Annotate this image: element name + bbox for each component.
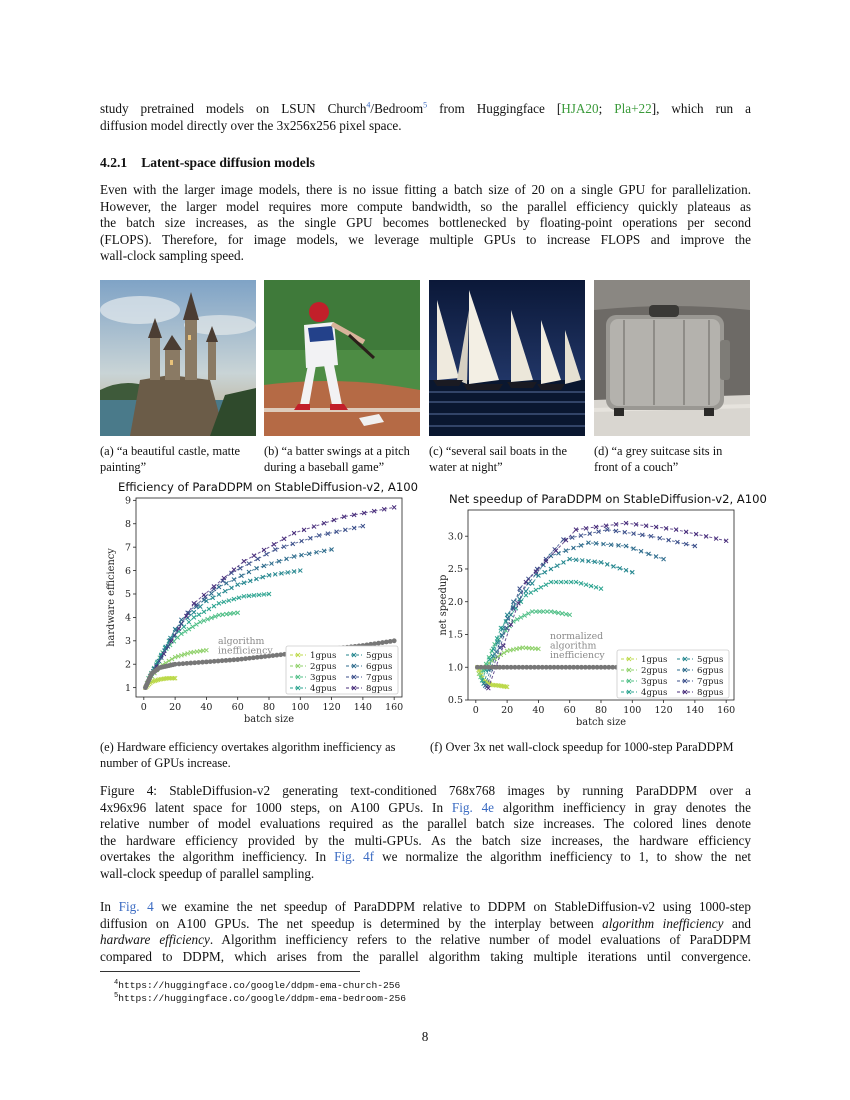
caption-text: 4x96x96 latent space for 1000 steps, on A100 GPUs. In	[100, 799, 452, 815]
caption-line: (c) “several sail boats in the	[429, 444, 567, 458]
data-point	[523, 613, 527, 617]
figure-caption	[100, 783, 751, 883]
legend-label: 6gpus	[697, 666, 724, 676]
x-tick-label: 0	[140, 702, 147, 713]
x-tick-label: 140	[353, 702, 372, 713]
legend-label: 5gpus	[366, 651, 393, 661]
footnote-url-bedroom[interactable]: https://huggingface.co/google/ddpm-ema-bedroom-256	[118, 993, 407, 1005]
data-point	[239, 574, 243, 578]
data-point	[242, 559, 246, 563]
x-tick-label: 160	[385, 702, 404, 713]
x-tick-label: 160	[717, 705, 736, 716]
y-tick-label: 3.0	[447, 531, 463, 543]
net-speedup-chart	[430, 506, 740, 732]
data-point	[282, 537, 286, 541]
data-point	[529, 591, 533, 595]
caption-text: we normalize the algorithm inefficiency to 1, to show the net	[374, 849, 751, 865]
caption-line: relative number of model evaluations required as the parallel batch size increases. The colored lines denote	[100, 816, 751, 832]
data-point	[361, 524, 365, 528]
figure-ref-4e[interactable]: Fig. 4e	[451, 799, 495, 815]
data-point	[392, 505, 396, 509]
data-point	[524, 589, 528, 593]
subcaption-f: (f) Over 3x net wall-clock speedup for 1000-step ParaDDPM	[430, 740, 734, 754]
data-point	[223, 589, 227, 593]
data-point	[198, 605, 202, 609]
y-axis-label: hardware efficiency	[106, 548, 117, 647]
intro-line-2: diffusion model directly over the 3x256x256 pixel space.	[100, 117, 402, 133]
y-tick-label: 2.0	[447, 596, 463, 608]
caption-line	[100, 849, 751, 866]
paragraph-line	[100, 932, 751, 949]
y-tick-label: 1.0	[447, 662, 463, 674]
intro-line-1	[100, 101, 751, 118]
castle-image	[100, 280, 256, 436]
data-point	[202, 593, 206, 597]
y-tick-label: 4	[124, 612, 131, 624]
citation-link-pla22[interactable]: Pla+22	[614, 101, 652, 116]
caption-text: overtakes the algorithm inefficiency. In	[100, 849, 335, 865]
data-point	[530, 581, 534, 585]
paragraph-text: we examine the net speedup of ParaDDPM relative to DDPM on StableDiffusion-v2 using 1000-step	[153, 899, 751, 914]
intro-text: ], which run a	[651, 101, 751, 116]
data-point	[519, 615, 523, 619]
data-point	[192, 615, 196, 619]
annotation-text: inefficiency	[218, 645, 273, 657]
paragraph-line: Even with the larger image models, there is no issue fitting a batch size of 20 on a single GPU for parallelization.	[100, 182, 751, 197]
data-point	[238, 566, 242, 570]
body-paragraph-1	[100, 182, 751, 265]
data-point	[183, 629, 187, 633]
page-number: 8	[421, 1029, 429, 1044]
data-point	[197, 613, 201, 617]
paragraph-text: In	[100, 899, 119, 914]
figure-ref-4f[interactable]: Fig. 4f	[334, 849, 375, 865]
legend-label: 7gpus	[366, 673, 393, 683]
y-tick-label: 6	[124, 565, 131, 577]
annotation-text: inefficiency	[550, 650, 605, 661]
caption-text: algorithm inefficiency in gray denotes the	[494, 799, 752, 815]
intro-paragraph	[100, 101, 751, 134]
subcaption-e	[100, 740, 430, 771]
annotation-text: algorithm	[550, 640, 597, 652]
y-tick-label: 1	[124, 682, 131, 694]
data-point	[212, 604, 216, 608]
legend-label: 1gpus	[310, 651, 337, 661]
series-line	[156, 507, 394, 666]
data-point	[543, 570, 547, 574]
x-tick-label: 40	[532, 705, 545, 716]
data-point	[191, 625, 195, 629]
paragraph-text: diffusion on A100 GPUs. The net speedup is determined by the interplay between	[100, 915, 603, 931]
data-point	[211, 596, 215, 600]
chart-f-title: Net speedup of ParaDDPM on StableDiffusion-v2, A100	[449, 492, 767, 506]
data-point	[224, 581, 228, 585]
emphasis-text: algorithm inefficiency	[602, 915, 724, 931]
legend-label: 8gpus	[697, 688, 724, 698]
legend-label: 2gpus	[310, 662, 337, 672]
caption-line: painting”	[100, 459, 147, 474]
x-tick-label: 60	[231, 702, 244, 713]
legend-label: 8gpus	[366, 684, 393, 694]
data-point	[256, 557, 260, 561]
data-point	[599, 587, 603, 591]
caption-a	[100, 444, 260, 475]
x-tick-label: 100	[291, 702, 310, 713]
x-axis-label: batch size	[575, 717, 627, 728]
legend-label: 6gpus	[366, 662, 393, 672]
intro-text: /Bedroom	[370, 101, 424, 116]
footnote-number: 5	[114, 992, 119, 1000]
data-point	[554, 549, 558, 553]
caption-c	[429, 444, 589, 475]
x-tick-label: 60	[563, 705, 576, 716]
paragraph-line	[100, 899, 751, 916]
caption-line: number of GPUs increase.	[100, 755, 231, 770]
data-point	[247, 570, 251, 574]
legend-label: 4gpus	[641, 688, 668, 698]
caption-line: Figure 4: StableDiffusion-v2 generating text-conditioned 768x768 images by running ParaDDPM over a	[100, 783, 751, 798]
data-point	[524, 593, 528, 597]
caption-d	[594, 444, 752, 475]
caption-line	[100, 800, 751, 817]
annotation-text: algorithm	[218, 636, 265, 647]
paragraph-line: (FLOPS). Therefore, for image models, we leverage multiple GPUs to increase FLOPS and improve the	[100, 231, 751, 247]
paragraph-text: . Algorithm inefficiency refers to the relative number of model evaluations of ParaDDPM	[209, 932, 751, 948]
footnote-mark-5[interactable]: 5	[423, 100, 428, 110]
data-point	[217, 592, 221, 596]
caption-line: water at night”	[429, 459, 503, 474]
data-point	[262, 548, 266, 552]
section-number: 4.2.1	[100, 155, 128, 170]
caption-line: the hardware efficiency provided by the multi-GPUs. As the batch size increases, the hardware efficiency	[100, 832, 751, 848]
y-tick-label: 5	[124, 589, 131, 601]
data-point	[232, 577, 236, 581]
data-point	[252, 554, 256, 558]
data-point	[212, 584, 216, 588]
hardware-efficiency-chart	[100, 492, 410, 732]
legend-label: 3gpus	[641, 677, 668, 687]
legend-label: 2gpus	[641, 666, 668, 676]
data-point	[187, 627, 191, 631]
paragraph-line: wall-clock sampling speed.	[100, 248, 244, 264]
intro-text: study pretrained models on LSUN Church	[100, 101, 367, 116]
y-tick-label: 8	[124, 518, 131, 530]
x-tick-label: 40	[200, 702, 213, 713]
data-point	[204, 648, 208, 652]
legend-label: 3gpus	[310, 673, 337, 683]
intro-text: from Huggingface [	[427, 101, 562, 116]
data-point	[568, 557, 572, 561]
x-axis-label: batch size	[243, 714, 295, 725]
suitcase-image	[594, 280, 750, 436]
footnote-5	[114, 990, 406, 1005]
footnote-number: 4	[114, 979, 119, 987]
data-point	[217, 613, 221, 617]
caption-b	[264, 444, 428, 475]
data-point	[526, 612, 530, 616]
baseball-image	[264, 280, 420, 436]
data-point	[236, 583, 240, 587]
footnote-divider	[100, 971, 360, 972]
data-point	[662, 557, 666, 561]
citation-separator: ;	[598, 101, 615, 116]
caption-line: (e) Hardware efficiency overtakes algorithm inefficiency as	[100, 740, 396, 754]
data-point	[544, 583, 548, 587]
y-tick-label: 7	[124, 542, 131, 554]
y-axis-label: net speedup	[438, 574, 449, 636]
paragraph-line	[100, 916, 751, 933]
legend-label: 4gpus	[310, 684, 337, 694]
body-paragraph-2	[100, 899, 751, 965]
data-point	[539, 585, 543, 589]
caption-line: during a baseball game”	[264, 459, 385, 474]
paragraph-line: compared to DDPM, which arises from the parallel algorithm taking multiple iterations until convergence.	[100, 948, 751, 964]
data-point	[217, 601, 221, 605]
data-point	[207, 607, 211, 611]
data-point	[392, 638, 397, 643]
x-tick-label: 0	[472, 705, 479, 716]
y-tick-label: 1.5	[447, 629, 463, 641]
data-point	[194, 622, 198, 626]
caption-line: (b) “a batter swings at a pitch	[264, 444, 410, 458]
data-point	[549, 567, 553, 571]
legend-label: 1gpus	[641, 655, 668, 665]
chart-e-title: Efficiency of ParaDDPM on StableDiffusion-v2, A100	[118, 480, 418, 494]
x-tick-label: 140	[685, 705, 704, 716]
caption-line: wall-clock speedup of parallel sampling.	[100, 865, 315, 881]
data-point	[202, 610, 206, 614]
legend-label: 7gpus	[697, 677, 724, 687]
data-point	[187, 620, 191, 624]
data-point	[555, 564, 559, 568]
footnote-url-church[interactable]: https://huggingface.co/google/ddpm-ema-church-256	[118, 980, 401, 992]
x-tick-label: 20	[501, 705, 514, 716]
x-tick-label: 20	[169, 702, 182, 713]
section-title: Latent-space diffusion models	[141, 155, 315, 170]
data-point	[192, 610, 196, 614]
data-point	[229, 586, 233, 590]
section-heading	[100, 155, 315, 171]
citation-link-hja20[interactable]: HJA20	[561, 101, 599, 116]
sailboats-image	[429, 280, 585, 436]
paragraph-text: and	[723, 915, 752, 931]
caption-line: (d) “a grey suitcase sits in	[594, 444, 723, 458]
legend	[286, 646, 398, 694]
y-tick-label: 9	[124, 495, 131, 507]
legend	[617, 650, 729, 698]
caption-line: front of a couch”	[594, 459, 679, 474]
data-point	[272, 542, 276, 546]
data-point	[534, 588, 538, 592]
y-tick-label: 2.5	[447, 564, 463, 576]
data-point	[515, 617, 519, 621]
emphasis-text: hardware efficiency	[100, 932, 210, 948]
x-tick-label: 120	[322, 702, 341, 713]
data-point	[247, 562, 251, 566]
figure-ref-4[interactable]: Fig. 4	[118, 899, 154, 914]
data-point	[198, 620, 202, 624]
y-tick-label: 3	[124, 636, 131, 648]
footnote-mark-4[interactable]: 4	[366, 100, 371, 110]
x-tick-label: 80	[594, 705, 608, 716]
y-tick-label: 2	[124, 659, 131, 671]
y-tick-label: 0.5	[447, 695, 463, 707]
paragraph-line: However, the larger model requires more compute bandwidth, so the parallel efficiency quickly plateaus as	[100, 198, 751, 214]
data-point	[561, 560, 565, 564]
data-point	[586, 541, 590, 545]
x-tick-label: 80	[262, 702, 276, 713]
annotation-text: normalized	[550, 631, 604, 642]
caption-line: (a) “a beautiful castle, matte	[100, 444, 241, 458]
x-tick-label: 100	[623, 705, 642, 716]
data-point	[202, 619, 206, 623]
data-point	[176, 636, 180, 640]
x-tick-label: 120	[654, 705, 673, 716]
legend-label: 5gpus	[697, 655, 724, 665]
paragraph-line: the batch size increases, as the single GPU becomes bottlenecked by floating-point operations per second	[100, 215, 751, 231]
data-point	[264, 552, 268, 556]
